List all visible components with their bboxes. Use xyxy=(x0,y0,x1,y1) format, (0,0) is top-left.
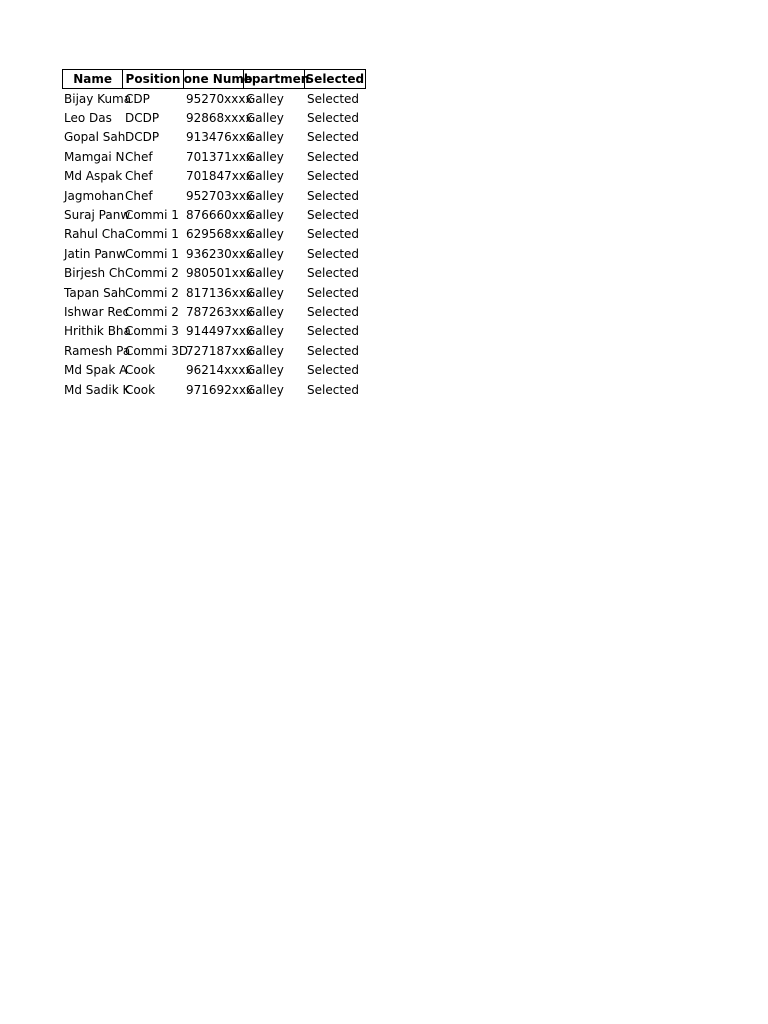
cell-name: Gopal Sah xyxy=(64,130,126,145)
cell-department: Galley xyxy=(246,188,284,203)
cell-selected: Selected xyxy=(307,130,360,145)
cell-department: Galley xyxy=(246,363,284,378)
cell-position: Commi 1 xyxy=(125,208,179,223)
cell-phone-number: 92868xxxx xyxy=(186,111,253,126)
cell-department: Galley xyxy=(246,246,284,261)
cell-department: Galley xyxy=(246,266,284,281)
cell-phone-number: 971692xxx xyxy=(186,382,254,397)
cell-department: Galley xyxy=(246,285,284,300)
cell-position: Cook xyxy=(125,382,156,397)
cell-name: Hrithik Bha xyxy=(64,324,131,339)
cell-position: Chef xyxy=(125,188,153,203)
cell-phone-number: 701847xxx xyxy=(186,169,254,184)
table-row xyxy=(62,147,366,166)
cell-position: Commi 3 xyxy=(125,324,179,339)
cell-position: Commi 2 xyxy=(125,304,179,319)
cell-position: Commi 1 xyxy=(125,246,179,261)
cell-name: Mamgai N xyxy=(64,149,125,164)
cell-department: Galley xyxy=(246,111,284,126)
cell-phone-number: 913476xxx xyxy=(186,130,254,145)
cell-name: Ramesh Pa xyxy=(64,343,131,358)
cell-position: Commi 1 xyxy=(125,227,179,242)
header-selected: Selected xyxy=(305,72,365,86)
table-row xyxy=(62,322,366,341)
cell-name: Bijay Kuma xyxy=(64,91,132,106)
cell-name: Jatin Panw xyxy=(64,246,126,261)
cell-position: Chef xyxy=(125,169,153,184)
cell-department: Galley xyxy=(246,382,284,397)
cell-phone-number: 914497xxx xyxy=(186,324,254,339)
cell-phone-number: 952703xxx xyxy=(186,188,254,203)
cell-selected: Selected xyxy=(307,188,360,203)
table-row xyxy=(62,264,366,283)
cell-selected: Selected xyxy=(307,324,360,339)
cell-department: Galley xyxy=(246,227,284,242)
cell-selected: Selected xyxy=(307,363,360,378)
cell-department: Galley xyxy=(246,169,284,184)
table-row xyxy=(62,302,366,321)
cell-phone-number: 936230xxx xyxy=(186,246,254,261)
cell-name: Suraj Panw xyxy=(64,208,131,223)
cell-selected: Selected xyxy=(307,111,360,126)
cell-phone-number: 980501xxx xyxy=(186,266,254,281)
table-row xyxy=(62,205,366,224)
cell-selected: Selected xyxy=(307,208,360,223)
header-phone-number: one Numb xyxy=(183,72,253,86)
cell-position: Commi 2 xyxy=(125,266,179,281)
cell-department: Galley xyxy=(246,324,284,339)
cell-phone-number: 96214xxxx xyxy=(186,363,253,378)
cell-selected: Selected xyxy=(307,149,360,164)
cell-selected: Selected xyxy=(307,343,360,358)
cell-position: Cook xyxy=(125,363,156,378)
table-row xyxy=(62,186,366,205)
table-body xyxy=(62,89,366,399)
cell-phone-number: 817136xxx xyxy=(186,285,254,300)
cell-phone-number: 701371xxx xyxy=(186,149,254,164)
cell-department: Galley xyxy=(246,304,284,319)
cell-selected: Selected xyxy=(307,285,360,300)
table-row xyxy=(62,108,366,127)
cell-selected: Selected xyxy=(307,266,360,281)
cell-position: DCDP xyxy=(125,111,160,126)
table-row xyxy=(62,341,366,360)
cell-phone-number: 727187xxx xyxy=(186,343,254,358)
cell-name: Ishwar Rec xyxy=(64,304,130,319)
cell-department: Galley xyxy=(246,208,284,223)
spreadsheet-table xyxy=(62,69,366,399)
table-row xyxy=(62,89,366,108)
cell-position: Commi 3D xyxy=(125,343,189,358)
header-name: Name xyxy=(63,70,123,88)
cell-name: Md Aspak xyxy=(64,169,123,184)
cell-selected: Selected xyxy=(307,169,360,184)
cell-name: Rahul Cha xyxy=(64,227,126,242)
cell-name: Md Spak A xyxy=(64,363,128,378)
cell-department: Galley xyxy=(246,149,284,164)
cell-phone-number: 629568xxx xyxy=(186,227,254,242)
cell-department: Galley xyxy=(246,130,284,145)
header-position: Position xyxy=(123,70,183,88)
cell-name: Leo Das xyxy=(64,111,112,126)
cell-position: DCDP xyxy=(125,130,160,145)
cell-name: Md Sadik K xyxy=(64,382,131,397)
table-row xyxy=(62,167,366,186)
cell-selected: Selected xyxy=(307,304,360,319)
table-row xyxy=(62,360,366,379)
cell-phone-number: 787263xxx xyxy=(186,304,254,319)
cell-name: Birjesh Ch xyxy=(64,266,125,281)
cell-selected: Selected xyxy=(307,246,360,261)
cell-selected: Selected xyxy=(307,227,360,242)
cell-name: Tapan Sah xyxy=(64,285,126,300)
cell-department: Galley xyxy=(246,343,284,358)
table-row xyxy=(62,283,366,302)
cell-phone-number: 95270xxxx xyxy=(186,91,253,106)
table-header-row xyxy=(62,69,366,89)
cell-position: CDP xyxy=(125,91,150,106)
table-row xyxy=(62,128,366,147)
cell-selected: Selected xyxy=(307,91,360,106)
table-row xyxy=(62,380,366,399)
cell-position: Chef xyxy=(125,149,153,164)
table-row xyxy=(62,244,366,263)
cell-name: Jagmohan xyxy=(64,188,125,203)
cell-department: Galley xyxy=(246,91,284,106)
cell-selected: Selected xyxy=(307,382,360,397)
cell-position: Commi 2 xyxy=(125,285,179,300)
table-row xyxy=(62,225,366,244)
header-department: epartmen xyxy=(243,72,310,86)
cell-phone-number: 876660xxx xyxy=(186,208,254,223)
